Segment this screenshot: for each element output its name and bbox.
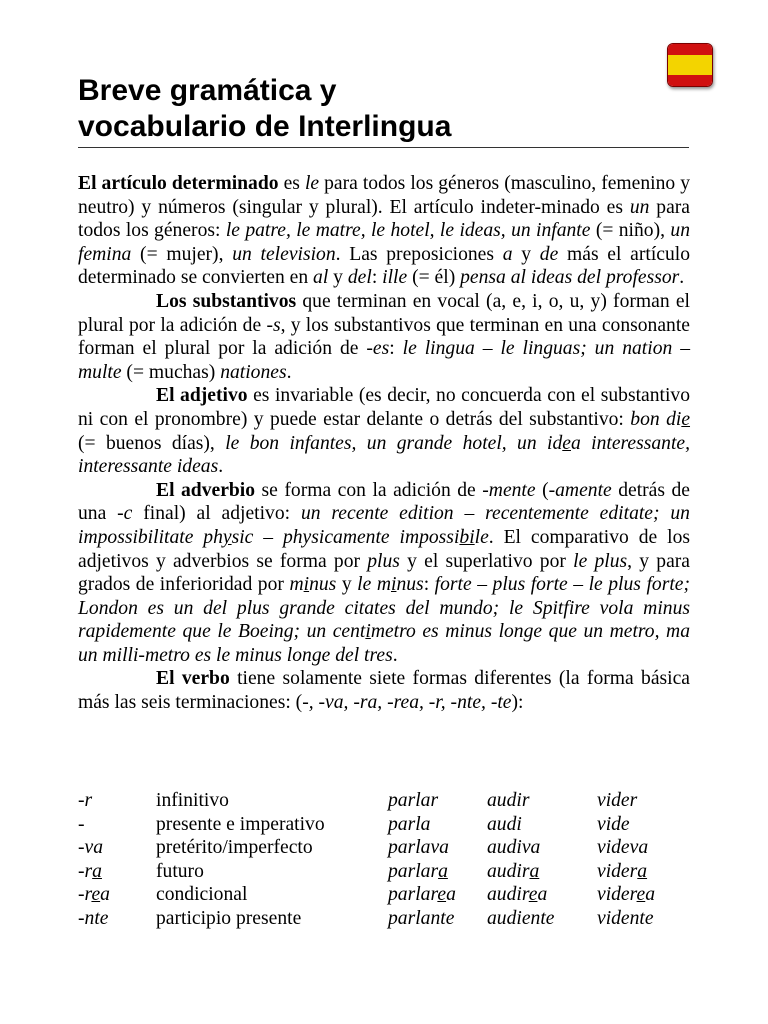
text-run: para todos los géneros: xyxy=(78,196,690,242)
audir-cell-text: a xyxy=(537,884,548,906)
page-title xyxy=(78,73,451,145)
text-run: . El comparativo de los adjetivos y adverbios se forma por xyxy=(78,526,690,572)
stress-mark: e xyxy=(636,884,646,906)
vider-cell xyxy=(597,907,655,931)
vider-cell-text: vider xyxy=(597,884,637,906)
stress-mark: a xyxy=(438,860,448,882)
flag-stripe-bottom xyxy=(668,75,712,86)
ending-cell-text: -r xyxy=(78,860,93,882)
example: un television xyxy=(232,243,336,265)
example: -c xyxy=(117,503,133,525)
example: nus xyxy=(309,574,337,596)
term-substantivos: Los substantivos xyxy=(156,290,297,312)
example: le lingua – le linguas; un nation – multe xyxy=(78,338,691,383)
text-run: y xyxy=(328,267,348,289)
parlar-cell xyxy=(388,836,487,860)
text-run: ( xyxy=(535,479,549,501)
parlar-cell-text: parlar xyxy=(388,884,438,906)
vider-cell xyxy=(597,836,655,860)
spain-flag-icon xyxy=(667,43,713,87)
text-run: para todos los géneros (masculino, femenino y neutro) y números (singular y plural). El artículo indeter-minado es xyxy=(78,173,691,218)
text-run: . xyxy=(679,267,685,289)
ending-cell xyxy=(78,836,156,860)
parlar-cell xyxy=(388,907,487,931)
text-run: . xyxy=(286,361,292,383)
text-run: , y los substantivos que terminan en una consonante forman el plural por la adición de xyxy=(78,314,690,360)
form-name-cell: participio presente xyxy=(156,907,302,929)
audir-cell-text: audir xyxy=(487,860,530,882)
example: nationes xyxy=(220,361,287,383)
example: le xyxy=(304,173,320,194)
text-run: final) al adjetivo: xyxy=(132,503,301,525)
text-run: . xyxy=(218,456,224,478)
example: sic – physicamente impossi xyxy=(231,526,460,548)
example: le m xyxy=(357,574,391,596)
paragraph-adjetivo xyxy=(78,384,690,478)
example: un femina xyxy=(78,220,690,265)
stress-mark: e xyxy=(437,884,447,906)
title-line-1: Breve gramática y xyxy=(78,74,337,107)
example: metro es minus longe que un metro, ma un milli-metro es le minus longe del tres xyxy=(78,621,690,666)
ending-cell xyxy=(78,789,156,813)
example: bon di xyxy=(630,408,682,430)
text-run: que terminan en vocal (a, e, i, o, u, y) forman el plural por la adición de xyxy=(78,290,690,336)
text-run: (= él) xyxy=(407,267,461,289)
audir-cell-text: audir xyxy=(487,884,529,906)
term-adjetivo: El adjetivo xyxy=(156,385,248,407)
ending-cell-text: a xyxy=(100,884,110,906)
vider-cell-text: vide xyxy=(597,813,630,835)
text-run: : xyxy=(371,267,383,289)
example: m xyxy=(289,574,304,596)
text-run: y xyxy=(512,243,540,265)
table-row xyxy=(78,860,655,884)
term-verbo: El verbo xyxy=(156,668,230,690)
table-row xyxy=(78,789,655,813)
example: le xyxy=(474,526,489,548)
parlar-cell-text: parlante xyxy=(388,907,455,929)
form-name-cell: infinitivo xyxy=(156,790,229,811)
text-run: más el artículo determinado se convierten en xyxy=(78,243,691,289)
example: plus xyxy=(367,550,400,572)
table-row xyxy=(78,836,655,860)
term-adverbio: El adverbio xyxy=(156,479,256,501)
vider-cell xyxy=(597,813,655,837)
example: pensa al ideas del professor xyxy=(460,267,680,289)
example: a interessante, interessante ideas xyxy=(78,432,690,478)
example: a xyxy=(502,243,513,265)
vider-cell-text: a xyxy=(645,884,656,906)
example: al xyxy=(313,267,329,289)
paragraph-adverbio xyxy=(78,479,690,668)
term-articulo: El artículo determinado xyxy=(78,173,279,194)
conjugation-table xyxy=(78,789,655,931)
parlar-cell xyxy=(388,789,487,813)
audir-cell-text: audiva xyxy=(487,837,541,859)
text-run: es invariable (es decir, no concuerda con el substantivo ni con el pronombre) y puede estar delante o detrás del substantivo: xyxy=(78,385,691,430)
vider-cell-text: vidente xyxy=(597,907,654,929)
text-run: : xyxy=(423,574,435,596)
form-name-cell: futuro xyxy=(156,860,204,882)
text-run: (= niño), xyxy=(590,220,671,242)
form-name-cell: presente e imperativo xyxy=(156,813,325,835)
audir-cell-text: audi xyxy=(487,813,522,835)
stress-mark: bi xyxy=(459,526,475,548)
example: de xyxy=(539,243,559,265)
vider-cell-text: videva xyxy=(597,837,649,859)
ending-cell-text: - xyxy=(78,813,85,835)
stress-mark: i xyxy=(365,621,371,643)
flag-stripe-top xyxy=(668,44,712,55)
ending-cell-text: -r xyxy=(78,884,92,906)
text-run: (= muchas) xyxy=(121,361,221,383)
vider-cell xyxy=(597,860,655,884)
example: forte – plus forte – le plus forte; London es un del plus grande citates del mundo; le Spitfire vola minus rapidemente que le Boeing; un cent xyxy=(78,574,690,643)
audir-cell xyxy=(487,789,597,813)
text-run: . xyxy=(392,644,398,666)
text-run: detrás de una xyxy=(78,479,690,525)
example: del xyxy=(347,267,372,289)
text-run: tiene solamente siete formas diferentes (la forma básica más las seis terminaciones: ( xyxy=(78,668,691,714)
parlar-cell xyxy=(388,813,487,837)
vider-cell-text: vider xyxy=(597,860,638,882)
parlar-cell-text: parlava xyxy=(388,837,449,859)
flag-stripe-middle xyxy=(668,55,712,75)
example: un recente edition – recentemente editate; un impossibilitate ph xyxy=(78,503,690,548)
text-run: , y para grados de inferioridad por xyxy=(78,550,690,596)
example: -, -va, -ra, -rea, -r, -nte, -te xyxy=(302,692,512,714)
ending-cell xyxy=(78,883,156,907)
ending-cell xyxy=(78,813,156,837)
stress-mark: i xyxy=(303,574,310,596)
stress-mark: i xyxy=(391,574,397,596)
text-run: y xyxy=(336,574,358,596)
table-row xyxy=(78,883,655,907)
ending-cell xyxy=(78,907,156,931)
audir-cell xyxy=(487,813,597,837)
parlar-cell-text: a xyxy=(446,884,456,906)
parlar-cell-text: parlar xyxy=(388,860,439,882)
table-row xyxy=(78,907,655,931)
stress-mark: a xyxy=(529,860,540,882)
parlar-cell xyxy=(388,860,487,884)
example: le plus xyxy=(573,550,628,572)
paragraph-substantivos xyxy=(78,290,690,384)
stress-mark: a xyxy=(92,860,102,882)
text-run: . Las preposiciones xyxy=(335,243,503,265)
form-name-cell: pretérito/imperfecto xyxy=(156,837,313,859)
text-run: es xyxy=(278,173,305,194)
ending-cell xyxy=(78,860,156,884)
text-run: se forma con la adición de xyxy=(255,479,483,501)
example: le bon infantes, un grande hotel, un id xyxy=(225,432,563,454)
vider-cell xyxy=(597,789,655,813)
audir-cell xyxy=(487,836,597,860)
parlar-cell xyxy=(388,883,487,907)
example: un xyxy=(629,196,650,218)
text-run: (= buenos días), xyxy=(78,432,226,454)
example: -mente xyxy=(482,479,536,501)
vider-cell xyxy=(597,883,655,907)
vider-cell-text: vider xyxy=(597,790,638,811)
stress-mark: a xyxy=(637,860,648,882)
stress-mark: e xyxy=(562,432,571,454)
parlar-cell-text: parla xyxy=(388,813,431,835)
title-line-2: vocabulario de Interlingua xyxy=(78,110,452,143)
form-name-cell: condicional xyxy=(156,884,248,906)
example: ille xyxy=(382,267,408,289)
audir-cell xyxy=(487,860,597,884)
text-run: (= mujer), xyxy=(131,243,233,265)
text-run: : xyxy=(389,338,403,360)
audir-cell-text: audir xyxy=(487,790,530,811)
table-row xyxy=(78,813,655,837)
paragraph-verbo xyxy=(78,667,690,714)
stress-mark: y xyxy=(222,526,232,548)
stress-mark: e xyxy=(681,408,691,430)
ending-cell-text: -r xyxy=(78,790,93,811)
audir-cell-text: audiente xyxy=(487,907,555,929)
audir-cell xyxy=(487,907,597,931)
example: -es xyxy=(366,338,390,360)
example: nus xyxy=(396,574,424,596)
parlar-cell-text: parlar xyxy=(388,790,439,811)
stress-mark: e xyxy=(528,884,538,906)
ending-cell-text: -nte xyxy=(78,907,109,929)
document-body xyxy=(78,172,690,715)
ending-cell-text: -va xyxy=(78,837,104,859)
text-run: y el superlativo por xyxy=(399,550,574,572)
example: le patre, le matre, le hotel, le ideas, un infante xyxy=(225,220,591,242)
paragraph-articulo xyxy=(78,172,690,290)
audir-cell xyxy=(487,883,597,907)
example: -s xyxy=(266,314,281,336)
title-divider xyxy=(78,147,689,148)
stress-mark: e xyxy=(91,884,101,906)
example: -amente xyxy=(548,479,612,501)
text-run: ): xyxy=(511,692,524,714)
